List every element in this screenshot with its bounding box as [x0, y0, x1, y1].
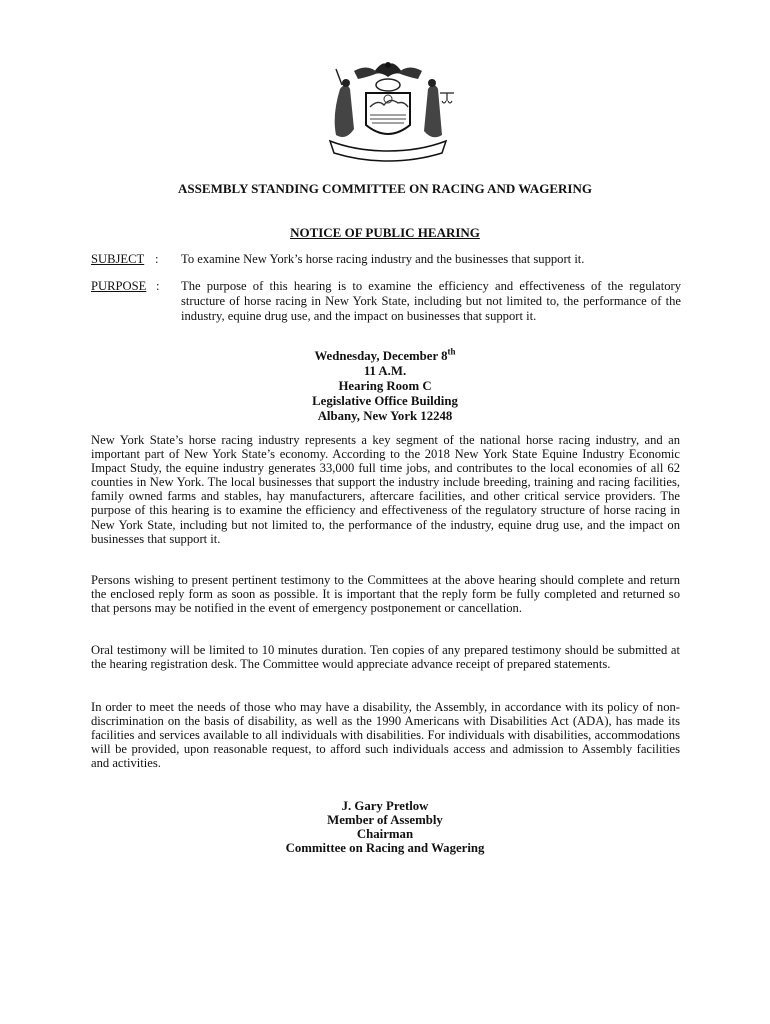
subject-label: SUBJECT: [91, 252, 145, 266]
signature-block: [0, 799, 770, 855]
committee-title: ASSEMBLY STANDING COMMITTEE ON RACING AND WAGERING: [178, 181, 592, 196]
hearing-city: Albany, New York 12248: [317, 409, 453, 423]
subject-text: To examine New York’s horse racing industry and the businesses that support it.: [181, 252, 585, 266]
hearing-time: 11 A.M.: [363, 364, 407, 378]
subject-row: SUBJECT : To examine New York’s horse racing industry and the businesses that support it.: [91, 252, 681, 267]
paragraph-disability: In order to meet the needs of those who may have a disability, the Assembly, in accordance with its policy of non-discrimination on the basis of disability, as well as the 1990 Americans with Disabilities Act (ADA), has made its facilities and services available to all individuals with disabilities. For individuals with disabilities, accommodations will be provided, upon reasonable request, to afford such individuals access and admission to Assembly facilities and activities.: [91, 700, 680, 771]
paragraph-testimony: Persons wishing to present pertinent testimony to the Committees at the above hearing should complete and return the enclosed reply form as soon as possible. It is important that the reply form be fully completed and returned so that persons may be notified in the event of emergency postponement or cancellation.: [91, 573, 680, 616]
signature-title: Chairman: [356, 827, 414, 841]
signature-name: J. Gary Pretlow: [341, 799, 429, 813]
hearing-room: Hearing Room C: [338, 379, 432, 393]
new-york-state-seal-icon: [316, 55, 461, 167]
hearing-details: [0, 346, 770, 424]
hearing-date: Wednesday, December 8th: [314, 346, 456, 363]
paragraph-industry: New York State’s horse racing industry represents a key segment of the national horse racing industry, and an important part of New York State’s economy. According to the 2018 New York State Equine Industry Economic Impact Study, the equine industry generates 33,000 full time jobs, and contributes to the local economies of all 62 counties in New York. The local businesses that support the industry include breeding, training and racing facilities, family owned farms and stables, hay manufacturers, aftercare facilities, and other critical service providers. The purpose of this hearing is to examine the efficiency and effectiveness of the regulatory structure of horse racing in New York State, including but not limited to, the performance of the industry, equine drug use, and the impact on businesses that support it.: [91, 433, 680, 546]
paragraph-oral-testimony: Oral testimony will be limited to 10 minutes duration. Ten copies of any prepared testimony should be submitted at the hearing registration desk. The Committee would appreciate advance receipt of prepared statements.: [91, 643, 680, 672]
purpose-label: PURPOSE: [91, 279, 147, 293]
hearing-building: Legislative Office Building: [312, 394, 458, 408]
purpose-row: PURPOSE : The purpose of this hearing is to examine the efficiency and effectiveness of the regulatory structure of horse racing in New York State, including but not limited to, the performance of the industry, equine drug use, and the impact on businesses that support it.: [91, 279, 681, 323]
signature-committee: Committee on Racing and Wagering: [285, 841, 485, 855]
signature-role: Member of Assembly: [327, 813, 443, 827]
purpose-text: The purpose of this hearing is to examine the efficiency and effectiveness of the regulatory structure of horse racing in New York State, including but not limited to, the performance of the industry, equine drug use, and the impact on businesses that support it.: [181, 279, 681, 323]
notice-title: NOTICE OF PUBLIC HEARING: [290, 225, 480, 240]
